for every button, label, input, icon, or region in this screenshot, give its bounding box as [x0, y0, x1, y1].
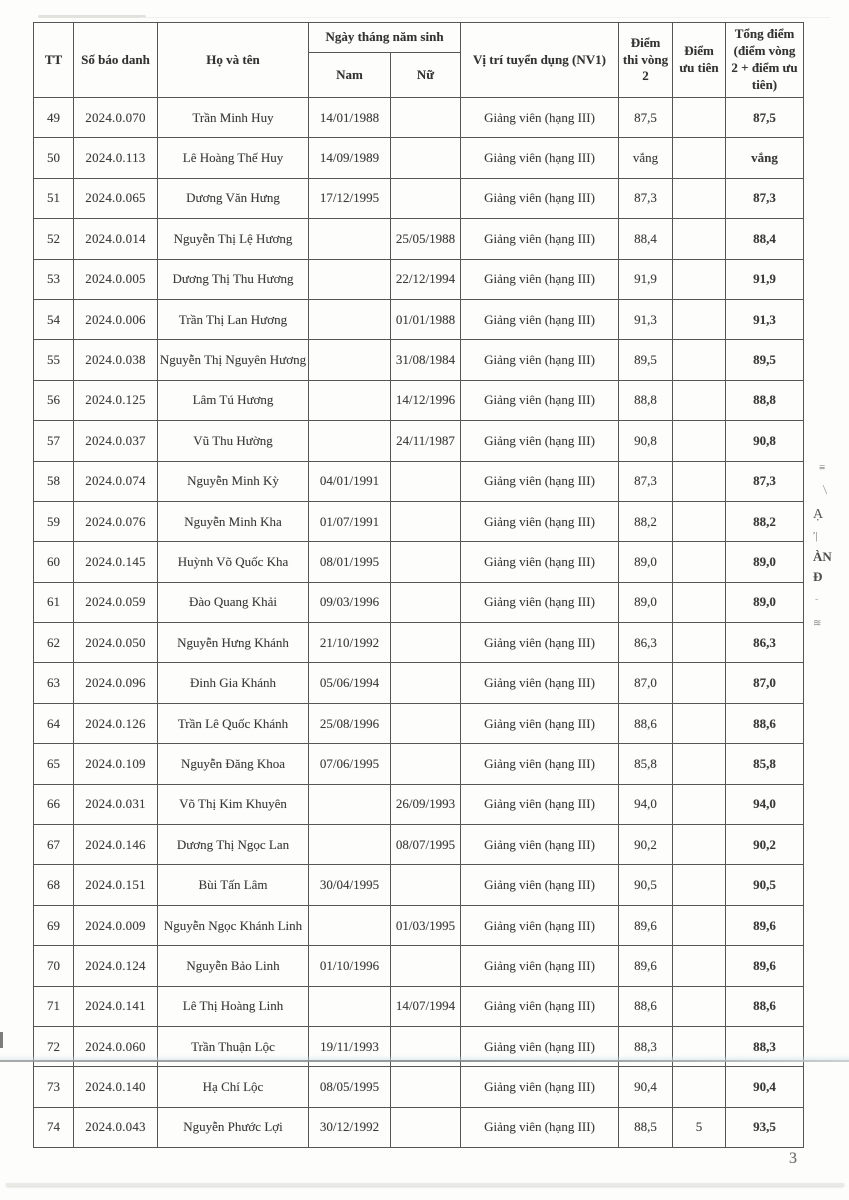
cell-diem-uu-tien	[673, 421, 726, 461]
header-so-bao-danh: Số báo danh	[74, 23, 158, 98]
cell-so-bao-danh: 2024.0.146	[74, 825, 158, 865]
cell-diem-thi: 87,3	[619, 178, 673, 218]
cell-tt: 53	[34, 259, 74, 299]
cell-ngay-sinh-nam: 21/10/1992	[309, 623, 391, 663]
cell-ho-va-ten: Bùi Tấn Lâm	[158, 865, 309, 905]
cell-tong-diem: 91,3	[726, 299, 804, 339]
table-row	[34, 986, 804, 1026]
table-row	[34, 905, 804, 945]
cell-ngay-sinh-nu	[391, 703, 461, 743]
cell-diem-uu-tien	[673, 380, 726, 420]
table-row	[34, 784, 804, 824]
cell-so-bao-danh: 2024.0.037	[74, 421, 158, 461]
table-row	[34, 582, 804, 622]
cell-ngay-sinh-nu: 01/03/1995	[391, 905, 461, 945]
cell-tt: 69	[34, 905, 74, 945]
cell-ngay-sinh-nam: 01/10/1996	[309, 946, 391, 986]
cell-diem-uu-tien	[673, 663, 726, 703]
cell-ngay-sinh-nam	[309, 340, 391, 380]
cell-so-bao-danh: 2024.0.074	[74, 461, 158, 501]
cell-ngay-sinh-nam	[309, 784, 391, 824]
cell-so-bao-danh: 2024.0.060	[74, 1026, 158, 1066]
cell-vi-tri: Giảng viên (hạng III)	[461, 946, 619, 986]
cell-tt: 73	[34, 1067, 74, 1107]
cell-diem-thi: 89,0	[619, 542, 673, 582]
page-number: 3	[789, 1150, 797, 1167]
scan-faint-line-top	[140, 17, 830, 18]
cell-vi-tri: Giảng viên (hạng III)	[461, 663, 619, 703]
cell-vi-tri: Giảng viên (hạng III)	[461, 1067, 619, 1107]
cell-ho-va-ten: Đào Quang Khải	[158, 582, 309, 622]
cell-ho-va-ten: Lê Thị Hoàng Linh	[158, 986, 309, 1026]
cell-diem-uu-tien	[673, 623, 726, 663]
cell-so-bao-danh: 2024.0.141	[74, 986, 158, 1026]
table-header	[34, 23, 804, 98]
cell-tt: 56	[34, 380, 74, 420]
cell-ngay-sinh-nam: 25/08/1996	[309, 703, 391, 743]
cell-tong-diem: 90,2	[726, 825, 804, 865]
cell-tong-diem: 88,8	[726, 380, 804, 420]
cell-ngay-sinh-nam	[309, 299, 391, 339]
cell-so-bao-danh: 2024.0.109	[74, 744, 158, 784]
table-row	[34, 744, 804, 784]
cell-diem-uu-tien	[673, 542, 726, 582]
cell-diem-thi: 91,3	[619, 299, 673, 339]
cell-ngay-sinh-nam	[309, 421, 391, 461]
cell-ngay-sinh-nu: 26/09/1993	[391, 784, 461, 824]
cell-ngay-sinh-nu	[391, 178, 461, 218]
cell-tong-diem: 87,0	[726, 663, 804, 703]
cell-ngay-sinh-nu	[391, 865, 461, 905]
cell-so-bao-danh: 2024.0.126	[74, 703, 158, 743]
table-row	[34, 259, 804, 299]
cell-tong-diem: 88,3	[726, 1026, 804, 1066]
cell-tong-diem: 88,6	[726, 986, 804, 1026]
cell-ngay-sinh-nu	[391, 1107, 461, 1147]
cell-diem-thi: 87,3	[619, 461, 673, 501]
cell-diem-uu-tien: 5	[673, 1107, 726, 1147]
cell-diem-uu-tien	[673, 1067, 726, 1107]
cell-ngay-sinh-nu	[391, 501, 461, 541]
cell-diem-thi: 91,9	[619, 259, 673, 299]
cell-vi-tri: Giảng viên (hạng III)	[461, 623, 619, 663]
cell-vi-tri: Giảng viên (hạng III)	[461, 138, 619, 178]
cell-tt: 62	[34, 623, 74, 663]
cell-tong-diem: 91,9	[726, 259, 804, 299]
cell-vi-tri: Giảng viên (hạng III)	[461, 1107, 619, 1147]
table-row	[34, 946, 804, 986]
cell-ho-va-ten: Huỳnh Võ Quốc Kha	[158, 542, 309, 582]
cell-ngay-sinh-nam: 17/12/1995	[309, 178, 391, 218]
cell-so-bao-danh: 2024.0.070	[74, 98, 158, 138]
cell-tt: 55	[34, 340, 74, 380]
cell-ho-va-ten: Nguyễn Hưng Khánh	[158, 623, 309, 663]
cell-diem-thi: 88,8	[619, 380, 673, 420]
cell-ngay-sinh-nu: 01/01/1988	[391, 299, 461, 339]
cell-diem-uu-tien	[673, 905, 726, 945]
results-table	[33, 22, 804, 1148]
cell-so-bao-danh: 2024.0.050	[74, 623, 158, 663]
cell-diem-uu-tien	[673, 461, 726, 501]
cell-ho-va-ten: Vũ Thu Hường	[158, 421, 309, 461]
cell-vi-tri: Giảng viên (hạng III)	[461, 178, 619, 218]
cell-ho-va-ten: Nguyễn Minh Kỳ	[158, 461, 309, 501]
table-row	[34, 1067, 804, 1107]
cell-diem-thi: 88,6	[619, 986, 673, 1026]
cell-ngay-sinh-nam	[309, 825, 391, 865]
cell-diem-thi: 85,8	[619, 744, 673, 784]
cell-vi-tri: Giảng viên (hạng III)	[461, 421, 619, 461]
cell-so-bao-danh: 2024.0.124	[74, 946, 158, 986]
cell-so-bao-danh: 2024.0.005	[74, 259, 158, 299]
cell-ho-va-ten: Nguyễn Minh Kha	[158, 501, 309, 541]
table-row	[34, 461, 804, 501]
edge-mark-glyph: Ạ	[813, 507, 824, 522]
table-row	[34, 219, 804, 259]
cell-tt: 71	[34, 986, 74, 1026]
header-nu: Nữ	[391, 53, 461, 98]
cell-diem-uu-tien	[673, 340, 726, 380]
edge-mark-glyph: ⟍	[819, 484, 830, 497]
cell-tt: 67	[34, 825, 74, 865]
cell-tong-diem: 87,5	[726, 98, 804, 138]
scan-fold-line	[0, 1060, 849, 1062]
cell-ngay-sinh-nam	[309, 905, 391, 945]
table-row	[34, 623, 804, 663]
cell-so-bao-danh: 2024.0.059	[74, 582, 158, 622]
edge-mark-glyph: ʹ|	[813, 530, 818, 542]
edge-mark-glyph: ≡	[819, 462, 826, 474]
cell-ngay-sinh-nam: 08/01/1995	[309, 542, 391, 582]
cell-tong-diem: vắng	[726, 138, 804, 178]
cell-diem-thi: 89,6	[619, 905, 673, 945]
cell-vi-tri: Giảng viên (hạng III)	[461, 865, 619, 905]
cell-ngay-sinh-nu	[391, 461, 461, 501]
cell-vi-tri: Giảng viên (hạng III)	[461, 784, 619, 824]
cell-diem-thi: 89,0	[619, 582, 673, 622]
cell-so-bao-danh: 2024.0.038	[74, 340, 158, 380]
table-row	[34, 825, 804, 865]
cell-diem-uu-tien	[673, 259, 726, 299]
cell-tong-diem: 89,5	[726, 340, 804, 380]
cell-diem-uu-tien	[673, 299, 726, 339]
cell-ho-va-ten: Dương Thị Thu Hương	[158, 259, 309, 299]
cell-tong-diem: 88,4	[726, 219, 804, 259]
cell-ngay-sinh-nu	[391, 744, 461, 784]
header-tong-diem: Tổng điểm (điểm vòng 2 + điểm ưu tiên)	[726, 23, 804, 98]
cell-tt: 49	[34, 98, 74, 138]
cell-tong-diem: 90,8	[726, 421, 804, 461]
cell-tong-diem: 89,0	[726, 542, 804, 582]
cell-diem-thi: 90,5	[619, 865, 673, 905]
table-row	[34, 178, 804, 218]
cell-ngay-sinh-nu	[391, 946, 461, 986]
cell-vi-tri: Giảng viên (hạng III)	[461, 986, 619, 1026]
header-diem-thi: Điểm thi vòng 2	[619, 23, 673, 98]
cell-so-bao-danh: 2024.0.043	[74, 1107, 158, 1147]
table-row	[34, 501, 804, 541]
cell-ngay-sinh-nu	[391, 1067, 461, 1107]
cell-ho-va-ten: Nguyễn Bảo Linh	[158, 946, 309, 986]
cell-diem-thi: 89,5	[619, 340, 673, 380]
edge-cutoff-stamp-marks	[813, 463, 843, 629]
cell-ho-va-ten: Hạ Chí Lộc	[158, 1067, 309, 1107]
cell-ngay-sinh-nu: 24/11/1987	[391, 421, 461, 461]
cell-ngay-sinh-nu	[391, 623, 461, 663]
cell-vi-tri: Giảng viên (hạng III)	[461, 340, 619, 380]
cell-ho-va-ten: Võ Thị Kim Khuyên	[158, 784, 309, 824]
cell-so-bao-danh: 2024.0.009	[74, 905, 158, 945]
cell-ngay-sinh-nam: 30/04/1995	[309, 865, 391, 905]
cell-tt: 52	[34, 219, 74, 259]
cell-tong-diem: 86,3	[726, 623, 804, 663]
cell-tong-diem: 89,6	[726, 905, 804, 945]
cell-tt: 63	[34, 663, 74, 703]
cell-diem-uu-tien	[673, 501, 726, 541]
cell-so-bao-danh: 2024.0.065	[74, 178, 158, 218]
cell-so-bao-danh: 2024.0.096	[74, 663, 158, 703]
cell-diem-uu-tien	[673, 744, 726, 784]
cell-ho-va-ten: Nguyễn Thị Lệ Hương	[158, 219, 309, 259]
cell-diem-thi: 89,6	[619, 946, 673, 986]
cell-ho-va-ten: Nguyễn Đăng Khoa	[158, 744, 309, 784]
cell-ngay-sinh-nu	[391, 542, 461, 582]
cell-tt: 54	[34, 299, 74, 339]
table-row	[34, 380, 804, 420]
cell-ho-va-ten: Nguyễn Thị Nguyên Hương	[158, 340, 309, 380]
cell-ngay-sinh-nu: 14/07/1994	[391, 986, 461, 1026]
header-nam: Nam	[309, 53, 391, 98]
cell-ngay-sinh-nam: 01/07/1991	[309, 501, 391, 541]
cell-tt: 58	[34, 461, 74, 501]
edge-mark-glyph: Đ	[813, 569, 823, 584]
cell-vi-tri: Giảng viên (hạng III)	[461, 259, 619, 299]
cell-tong-diem: 87,3	[726, 178, 804, 218]
table-row	[34, 138, 804, 178]
cell-diem-uu-tien	[673, 946, 726, 986]
table-row	[34, 865, 804, 905]
table-row	[34, 421, 804, 461]
cell-ngay-sinh-nu: 08/07/1995	[391, 825, 461, 865]
cell-tt: 68	[34, 865, 74, 905]
cell-ngay-sinh-nam: 07/06/1995	[309, 744, 391, 784]
cell-ngay-sinh-nu: 14/12/1996	[391, 380, 461, 420]
cell-tong-diem: 94,0	[726, 784, 804, 824]
cell-tong-diem: 90,5	[726, 865, 804, 905]
header-tt: TT	[34, 23, 74, 98]
cell-ngay-sinh-nam: 04/01/1991	[309, 461, 391, 501]
cell-tong-diem: 85,8	[726, 744, 804, 784]
cell-so-bao-danh: 2024.0.151	[74, 865, 158, 905]
cell-tong-diem: 90,4	[726, 1067, 804, 1107]
cell-tong-diem: 93,5	[726, 1107, 804, 1147]
table-row	[34, 98, 804, 138]
cell-ngay-sinh-nu: 22/12/1994	[391, 259, 461, 299]
cell-ho-va-ten: Trần Thuận Lộc	[158, 1026, 309, 1066]
cell-ngay-sinh-nu: 25/05/1988	[391, 219, 461, 259]
cell-vi-tri: Giảng viên (hạng III)	[461, 380, 619, 420]
cell-diem-thi: 88,3	[619, 1026, 673, 1066]
cell-diem-uu-tien	[673, 703, 726, 743]
cell-tt: 66	[34, 784, 74, 824]
cell-tong-diem: 87,3	[726, 461, 804, 501]
cell-tt: 59	[34, 501, 74, 541]
cell-diem-thi: 86,3	[619, 623, 673, 663]
cell-ho-va-ten: Nguyễn Phước Lợi	[158, 1107, 309, 1147]
header-ho-va-ten: Họ và tên	[158, 23, 309, 98]
cell-vi-tri: Giảng viên (hạng III)	[461, 542, 619, 582]
cell-ngay-sinh-nam	[309, 219, 391, 259]
cell-diem-thi: 88,2	[619, 501, 673, 541]
cell-diem-uu-tien	[673, 865, 726, 905]
cell-tong-diem: 89,0	[726, 582, 804, 622]
cell-diem-uu-tien	[673, 582, 726, 622]
cell-ho-va-ten: Lê Hoàng Thế Huy	[158, 138, 309, 178]
cell-tt: 60	[34, 542, 74, 582]
table-row	[34, 340, 804, 380]
cell-ngay-sinh-nam: 30/12/1992	[309, 1107, 391, 1147]
cell-ngay-sinh-nam: 09/03/1996	[309, 582, 391, 622]
cell-tt: 65	[34, 744, 74, 784]
cell-diem-thi: vắng	[619, 138, 673, 178]
cell-so-bao-danh: 2024.0.140	[74, 1067, 158, 1107]
cell-so-bao-danh: 2024.0.006	[74, 299, 158, 339]
cell-diem-thi: 90,4	[619, 1067, 673, 1107]
cell-vi-tri: Giảng viên (hạng III)	[461, 299, 619, 339]
cell-ho-va-ten: Dương Thị Ngọc Lan	[158, 825, 309, 865]
cell-ho-va-ten: Trần Thị Lan Hương	[158, 299, 309, 339]
cell-ho-va-ten: Trần Minh Huy	[158, 98, 309, 138]
cell-ngay-sinh-nu	[391, 98, 461, 138]
cell-tt: 50	[34, 138, 74, 178]
cell-tt: 72	[34, 1026, 74, 1066]
cell-vi-tri: Giảng viên (hạng III)	[461, 582, 619, 622]
cell-ngay-sinh-nu	[391, 582, 461, 622]
cell-tt: 64	[34, 703, 74, 743]
scan-smudge-top	[38, 15, 146, 18]
results-table-body	[34, 98, 804, 1148]
cell-tong-diem: 89,6	[726, 946, 804, 986]
cell-diem-uu-tien	[673, 138, 726, 178]
cell-diem-uu-tien	[673, 986, 726, 1026]
cell-ho-va-ten: Trần Lê Quốc Khánh	[158, 703, 309, 743]
cell-diem-uu-tien	[673, 784, 726, 824]
cell-diem-thi: 87,5	[619, 98, 673, 138]
cell-tt: 57	[34, 421, 74, 461]
cell-tt: 51	[34, 178, 74, 218]
cell-ngay-sinh-nu	[391, 663, 461, 703]
cell-ngay-sinh-nam: 14/09/1989	[309, 138, 391, 178]
cell-ngay-sinh-nu	[391, 138, 461, 178]
cell-vi-tri: Giảng viên (hạng III)	[461, 744, 619, 784]
cell-vi-tri: Giảng viên (hạng III)	[461, 1026, 619, 1066]
cell-diem-uu-tien	[673, 98, 726, 138]
cell-so-bao-danh: 2024.0.145	[74, 542, 158, 582]
cell-diem-thi: 90,2	[619, 825, 673, 865]
header-vi-tri: Vị trí tuyển dụng (NV1)	[461, 23, 619, 98]
header-ngay-sinh: Ngày tháng năm sinh	[309, 23, 461, 53]
edge-mark-glyph: ≋	[813, 618, 822, 629]
cell-tt: 70	[34, 946, 74, 986]
cell-tong-diem: 88,2	[726, 501, 804, 541]
table-row	[34, 1107, 804, 1147]
cell-diem-thi: 94,0	[619, 784, 673, 824]
cell-diem-uu-tien	[673, 178, 726, 218]
cell-diem-thi: 88,5	[619, 1107, 673, 1147]
edge-mark-glyph: ˜	[815, 598, 819, 609]
cell-vi-tri: Giảng viên (hạng III)	[461, 461, 619, 501]
cell-so-bao-danh: 2024.0.076	[74, 501, 158, 541]
cell-ngay-sinh-nu: 31/08/1984	[391, 340, 461, 380]
cell-ngay-sinh-nam	[309, 986, 391, 1026]
cell-ngay-sinh-nam: 19/11/1993	[309, 1026, 391, 1066]
scan-edge-mark-left	[0, 1032, 3, 1048]
cell-so-bao-danh: 2024.0.113	[74, 138, 158, 178]
cell-ngay-sinh-nam	[309, 259, 391, 299]
cell-ho-va-ten: Nguyễn Ngọc Khánh Linh	[158, 905, 309, 945]
table-row	[34, 299, 804, 339]
cell-ho-va-ten: Lâm Tú Hương	[158, 380, 309, 420]
cell-so-bao-danh: 2024.0.014	[74, 219, 158, 259]
cell-diem-thi: 88,4	[619, 219, 673, 259]
cell-vi-tri: Giảng viên (hạng III)	[461, 219, 619, 259]
cell-diem-uu-tien	[673, 825, 726, 865]
cell-tt: 61	[34, 582, 74, 622]
cell-vi-tri: Giảng viên (hạng III)	[461, 98, 619, 138]
cell-diem-thi: 87,0	[619, 663, 673, 703]
cell-ngay-sinh-nam: 14/01/1988	[309, 98, 391, 138]
cell-diem-uu-tien	[673, 219, 726, 259]
scan-bottom-band	[6, 1183, 844, 1186]
cell-ngay-sinh-nam: 05/06/1994	[309, 663, 391, 703]
table-row	[34, 663, 804, 703]
cell-ngay-sinh-nam: 08/05/1995	[309, 1067, 391, 1107]
cell-ngay-sinh-nam	[309, 380, 391, 420]
cell-diem-thi: 88,6	[619, 703, 673, 743]
header-diem-uu-tien: Điểm ưu tiên	[673, 23, 726, 98]
table-row	[34, 703, 804, 743]
cell-vi-tri: Giảng viên (hạng III)	[461, 825, 619, 865]
edge-mark-glyph: ÀN	[813, 549, 832, 564]
cell-diem-thi: 90,8	[619, 421, 673, 461]
cell-ho-va-ten: Đinh Gia Khánh	[158, 663, 309, 703]
cell-vi-tri: Giảng viên (hạng III)	[461, 703, 619, 743]
cell-vi-tri: Giảng viên (hạng III)	[461, 501, 619, 541]
cell-tt: 74	[34, 1107, 74, 1147]
cell-vi-tri: Giảng viên (hạng III)	[461, 905, 619, 945]
cell-so-bao-danh: 2024.0.031	[74, 784, 158, 824]
cell-ho-va-ten: Dương Văn Hưng	[158, 178, 309, 218]
cell-so-bao-danh: 2024.0.125	[74, 380, 158, 420]
table-row	[34, 542, 804, 582]
cell-tong-diem: 88,6	[726, 703, 804, 743]
